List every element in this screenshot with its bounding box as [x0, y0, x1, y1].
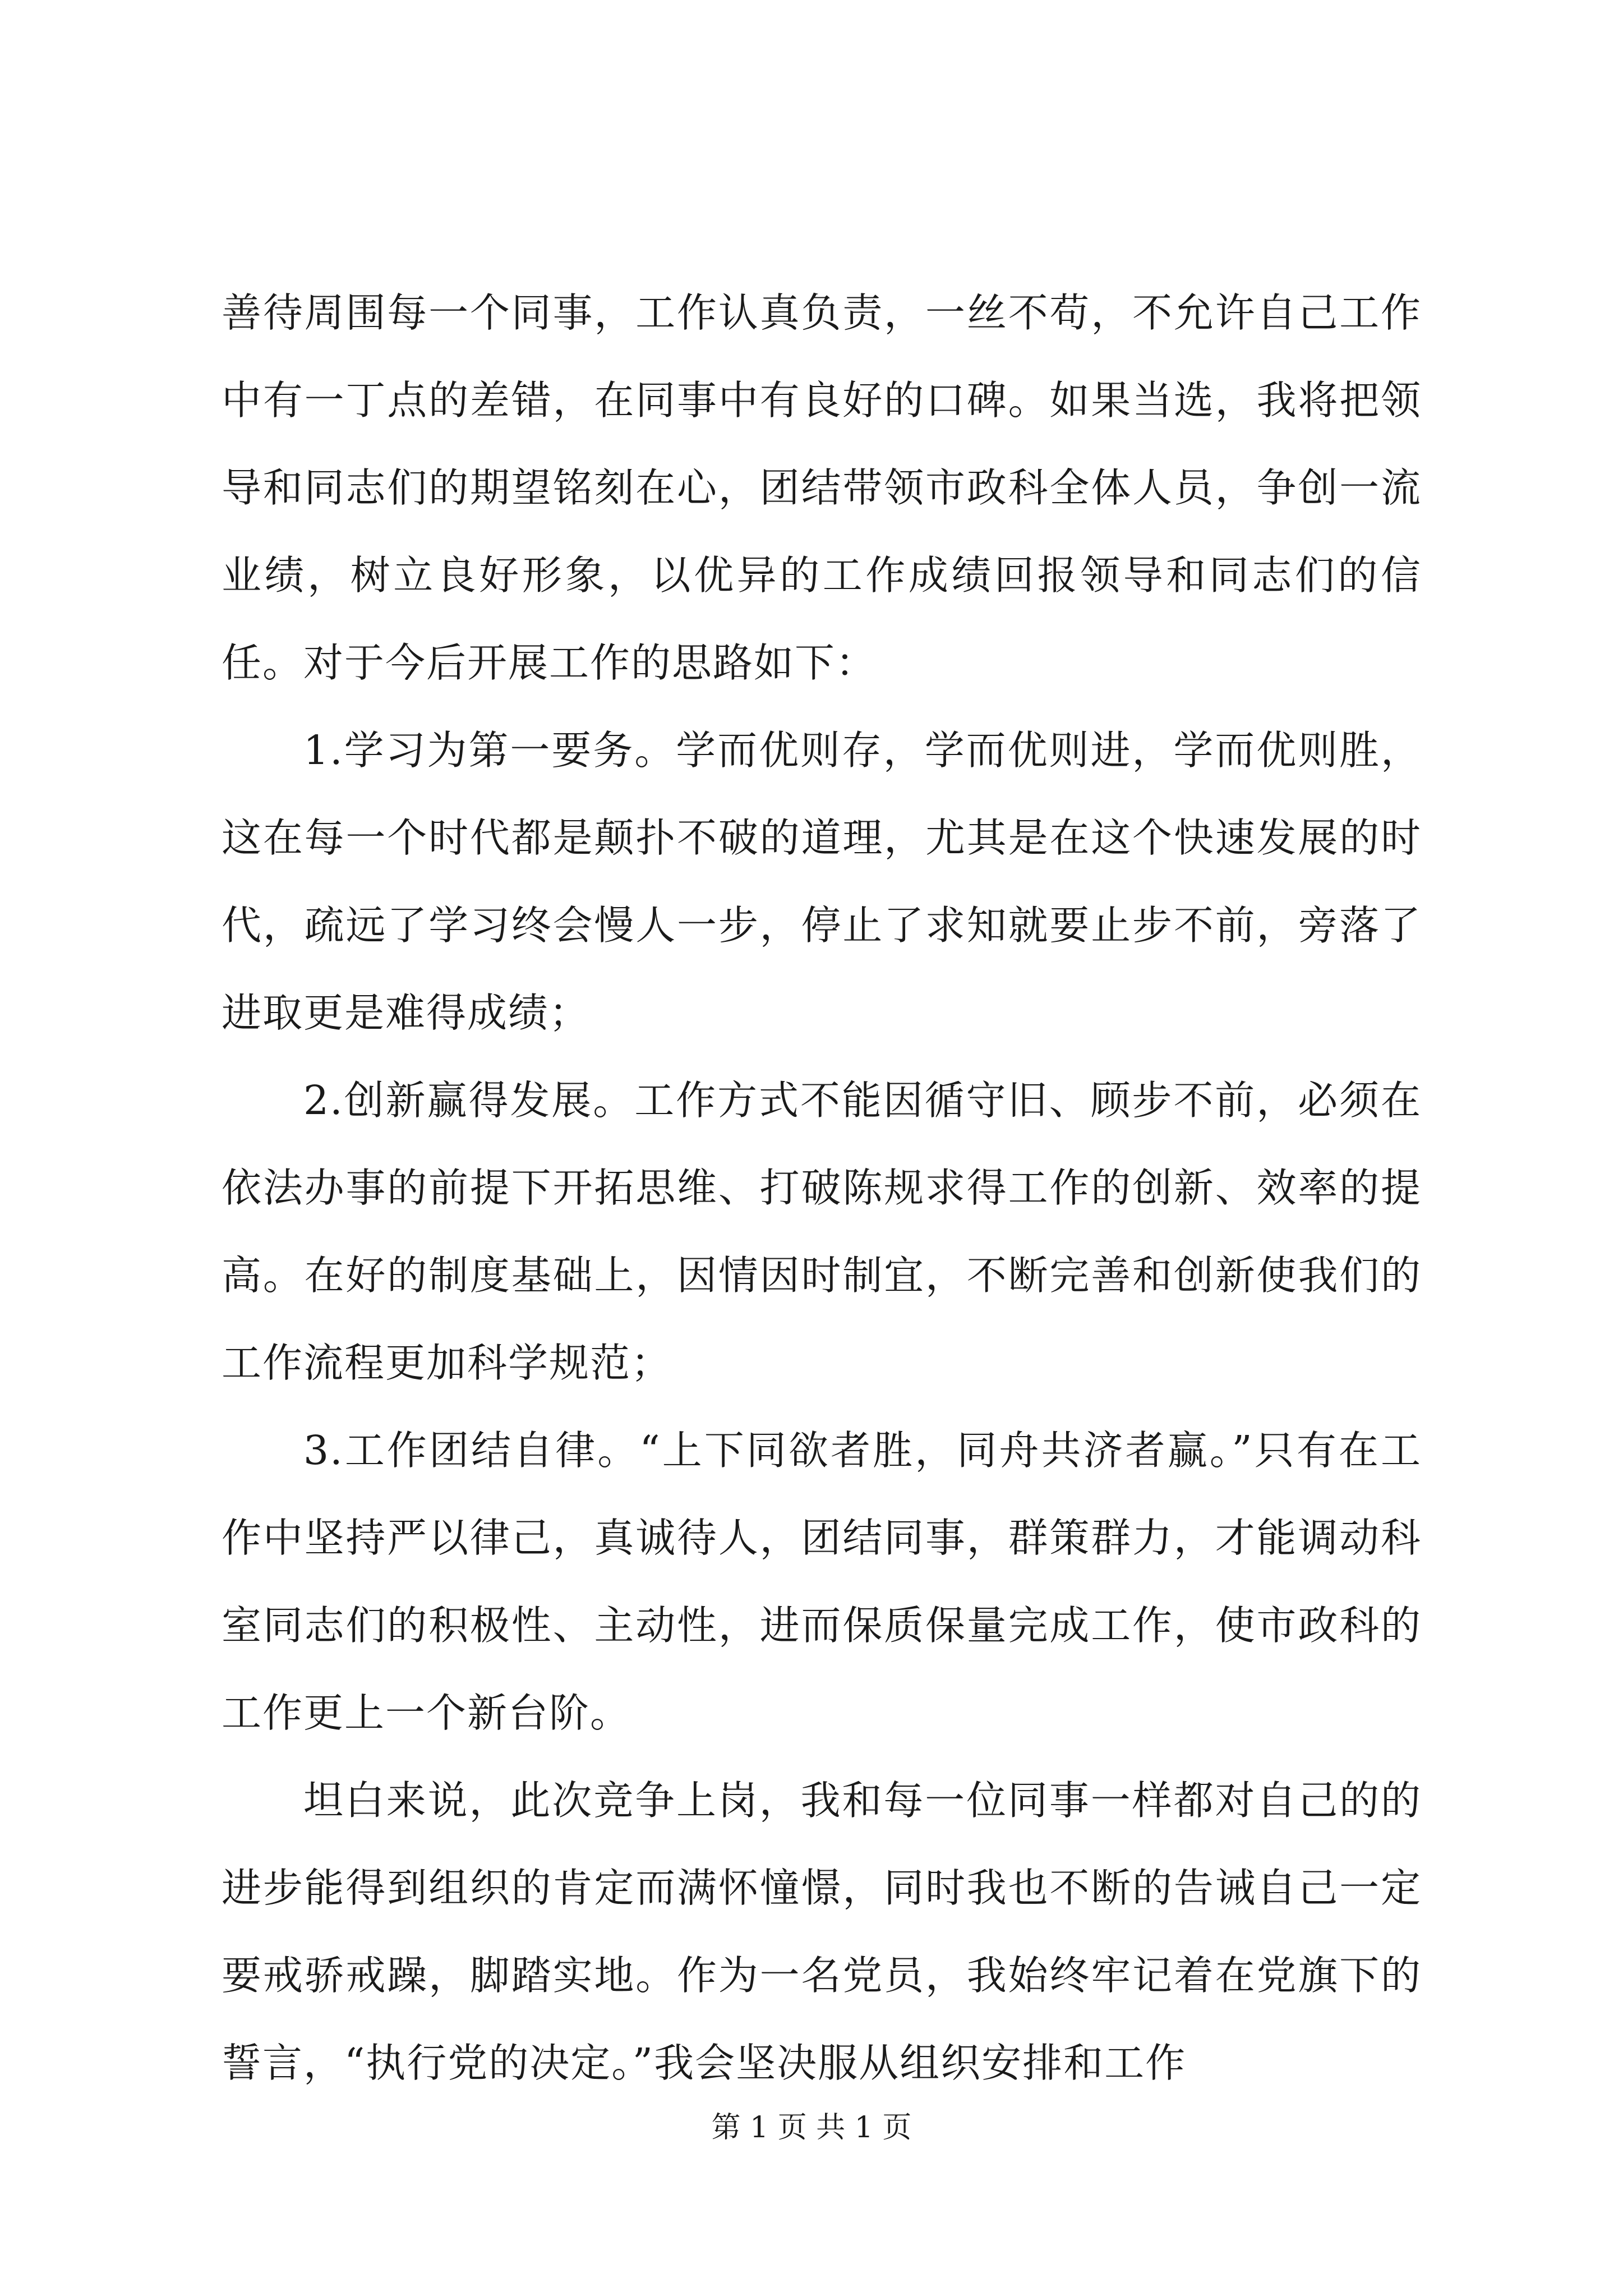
paragraph-closing: 坦白来说，此次竞争上岗，我和每一位同事一样都对自己的的进步能得到组织的肯定而满怀憧憬，同时我也不断的告诫自己一定要戒骄戒躁，脚踏实地。作为一名党员，我始终牢记着在党旗下的誓言，“执行党的决定。”我会坚决服从组织安排和工作 [222, 1777, 1422, 2086]
paragraph-intro: 善待周围每一个同事，工作认真负责，一丝不苟，不允许自己工作中有一丁点的差错，在同事中有良好的口碑。如果当选，我将把领导和同志们的期望铭刻在心，团结带领市政科全体人员，争创一流业绩，树立良好形象，以优异的工作成绩回报领导和同志们的信任。对于今后开展工作的思路如下： [222, 289, 1422, 686]
page-footer: 第 1 页 共 1 页 [711, 2111, 912, 2145]
document-body [222, 269, 1422, 2107]
paragraph-item-2: 2.创新赢得发展。工作方式不能因循守旧、顾步不前，必须在依法办事的前提下开拓思维、打破陈规求得工作的创新、效率的提高。在好的制度基础上，因情因时制宜，不断完善和创新使我们的工作流程更加科学规范； [222, 1077, 1422, 1386]
paragraph-item-3: 3.工作团结自律。“上下同欲者胜，同舟共济者赢。”只有在工作中坚持严以律己，真诚待人，团结同事，群策群力，才能调动科室同志们的积极性、主动性，进而保质保量完成工作，使市政科的工作更上一个新台阶。 [222, 1427, 1422, 1736]
paragraph-item-1: 1.学习为第一要务。学而优则存，学而优则进，学而优则胜，这在每一个时代都是颠扑不破的道理，尤其是在这个快速发展的时代，疏远了学习终会慢人一步，停止了求知就要止步不前，旁落了进取更是难得成绩； [222, 727, 1422, 1036]
